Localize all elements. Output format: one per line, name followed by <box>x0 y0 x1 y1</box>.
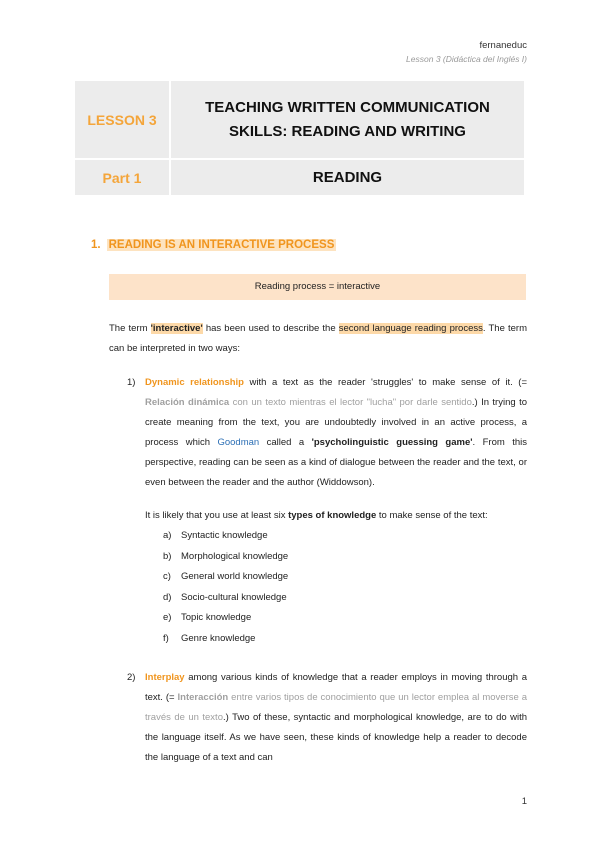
item-text <box>145 373 527 493</box>
spanish-term: Relación dinámica <box>145 397 230 408</box>
lesson-title <box>171 81 524 158</box>
item-text-part: with a text as the reader 'struggles' to make sense of it. (= <box>244 377 527 388</box>
header-lesson-note: Lesson 3 (Didáctica del Inglés I) <box>406 54 527 64</box>
knowledge-letter: b) <box>163 550 172 562</box>
knowledge-letter: e) <box>163 612 172 623</box>
types-of-knowledge-term: types of knowledge <box>288 510 377 521</box>
part-label: Part 1 <box>75 160 169 195</box>
section-title: READING IS AN INTERACTIVE PROCESS <box>108 239 335 251</box>
knowledge-text: Syntactic knowledge <box>181 530 268 541</box>
item-number: 2) <box>127 672 136 683</box>
knowledge-list <box>163 526 288 649</box>
item-number: 1) <box>127 377 136 388</box>
intro-paragraph <box>109 319 527 359</box>
knowledge-letter: c) <box>163 571 171 582</box>
item-text-part: called a <box>259 437 312 448</box>
guessing-game-term: 'psycholinguistic guessing game' <box>311 437 473 448</box>
knowledge-item <box>163 588 288 609</box>
intro-text: has been used to describe the <box>202 323 339 334</box>
knowledge-text: Morphological knowledge <box>181 550 289 562</box>
lesson-title-line2: SKILLS: READING AND WRITING <box>229 122 466 140</box>
knowledge-item <box>163 608 288 629</box>
knowledge-letter: a) <box>163 530 172 541</box>
item-lead-term: Interplay <box>145 672 185 683</box>
section-heading <box>91 239 336 251</box>
goodman-name: Goodman <box>217 437 260 448</box>
list-item <box>127 668 527 768</box>
knowledge-text: Genre knowledge <box>181 632 256 644</box>
title-table <box>73 79 526 197</box>
item-text <box>145 668 527 768</box>
reading-process-highlight: second language reading process <box>338 323 483 334</box>
lesson-label: LESSON 3 <box>75 81 169 158</box>
item-text-part: among various kinds of knowledge that a reader employs in moving through a text. (= <box>145 672 527 703</box>
knowledge-letter: d) <box>163 591 172 603</box>
six-knowledge-paragraph <box>145 506 527 526</box>
knowledge-item <box>163 629 288 650</box>
spanish-term: Interacción <box>177 692 229 703</box>
intro-text: . The term can be interpreted in two ways: <box>109 323 527 354</box>
reading-process-box: Reading process = interactive <box>109 274 526 300</box>
knowledge-text: Socio-cultural knowledge <box>181 591 287 603</box>
item-text-part: .) Two of these, syntactic and morphological knowledge, are to do with the language itself. As we have seen, these kinds of knowledge help a reader to decode the language of a text and can <box>145 712 527 763</box>
intro-text: The term <box>109 323 151 334</box>
spanish-translation: con un texto mientras el lector "lucha" por darle sentido <box>229 397 472 408</box>
spanish-translation: entre varios tipos de conocimiento que un lector emplea al moverse a través de un texto <box>145 692 527 723</box>
six-text: to make sense of the text: <box>376 510 488 521</box>
knowledge-item <box>163 526 288 547</box>
page-number: 1 <box>521 796 527 807</box>
knowledge-text: General world knowledge <box>181 571 289 582</box>
header-author: fernaneduc <box>479 40 527 51</box>
six-text: It is likely that you use at least six <box>145 510 289 521</box>
knowledge-letter: f) <box>163 632 169 644</box>
section-number: 1. <box>91 239 101 251</box>
part-title: READING <box>171 160 524 195</box>
item-text-part: . From this perspective, reading can be seen as a kind of dialogue between the reader and the text, or even between the reader and the author (Widdowson). <box>145 437 527 488</box>
knowledge-text: Topic knowledge <box>181 612 252 623</box>
knowledge-item <box>163 567 288 588</box>
lesson-title-line1: TEACHING WRITTEN COMMUNICATION <box>205 98 490 116</box>
item-text-part: .) In trying to create meaning from the text, you are undoubtedly involved in an active process, a process which <box>145 397 527 448</box>
knowledge-item <box>163 547 288 568</box>
item-lead-term: Dynamic relationship <box>145 377 244 388</box>
interactive-term: 'interactive' <box>150 323 203 334</box>
list-item <box>127 373 527 493</box>
